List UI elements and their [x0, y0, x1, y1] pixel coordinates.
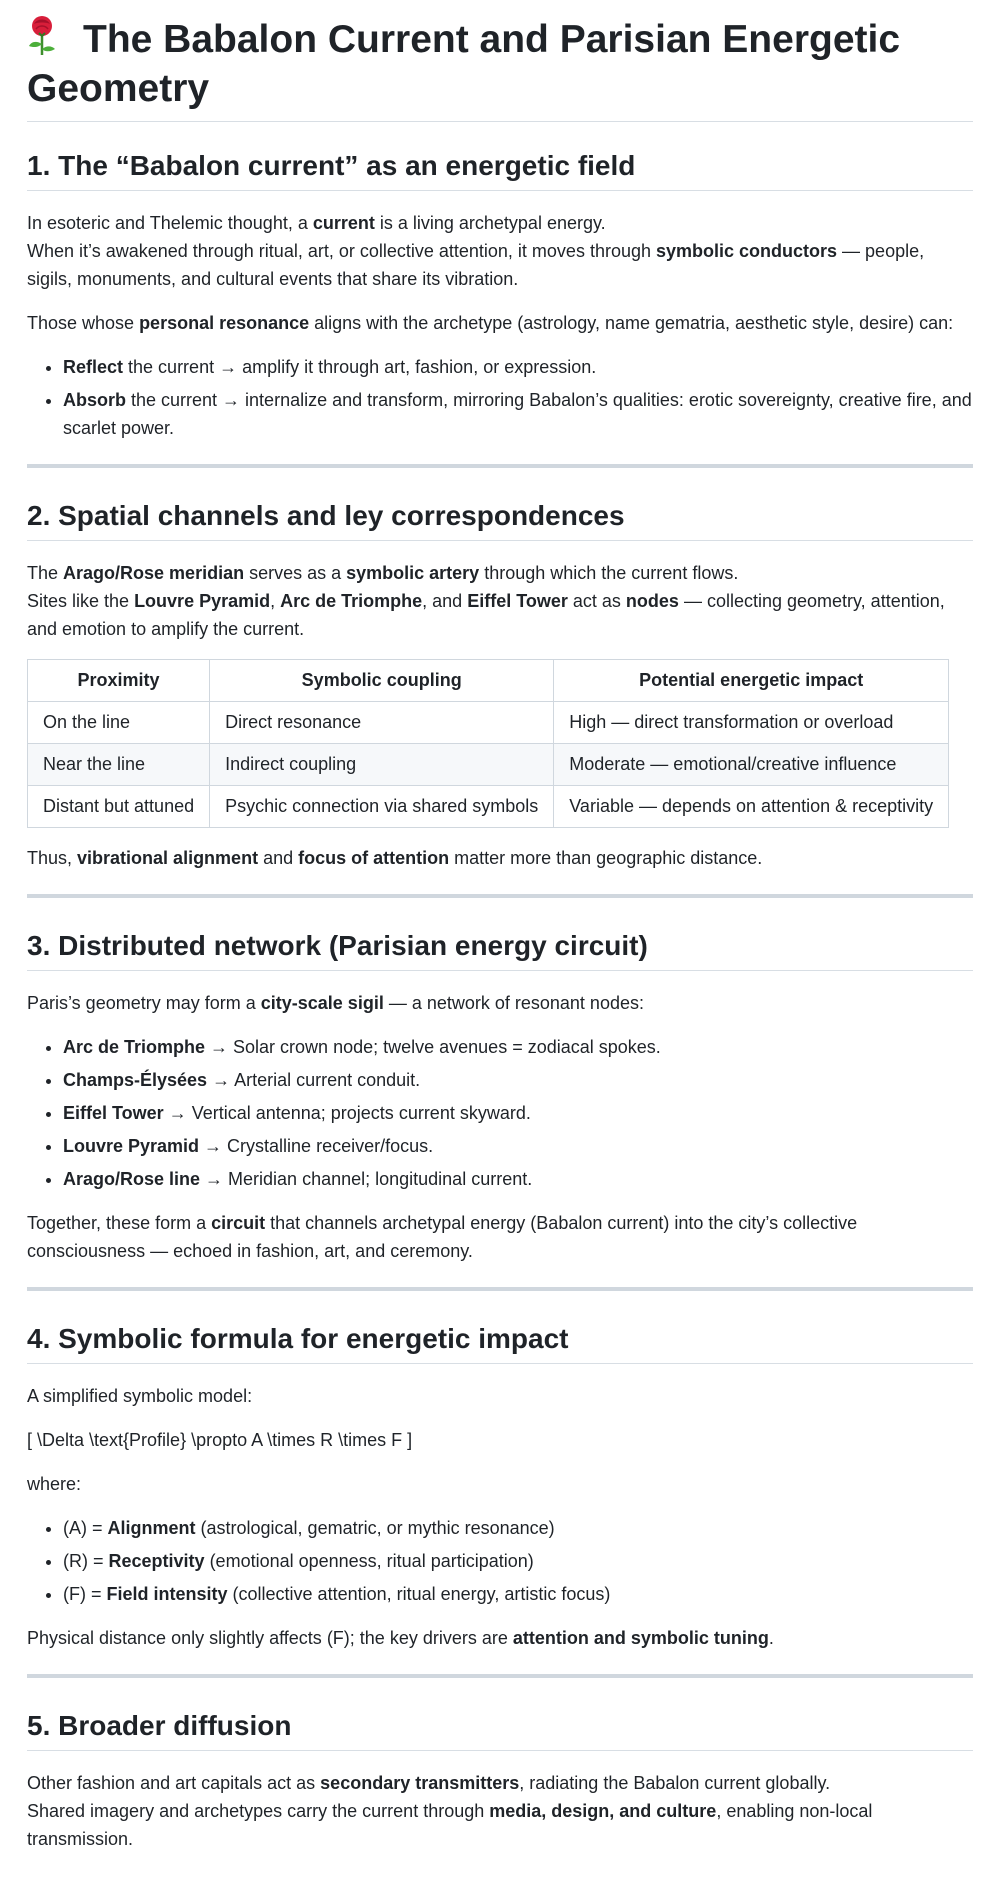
section-4-paragraph-3: Physical distance only slightly affects (F); the key drivers are attention and symbolic tuning. [27, 1628, 774, 1648]
table-row [28, 702, 949, 744]
table-cell: Moderate — emotional/creative influence [554, 744, 949, 786]
section-2-heading: 2. Spatial channels and ley correspondences [27, 498, 973, 541]
page-title [27, 12, 973, 122]
section-4-heading: 4. Symbolic formula for energetic impact [27, 1321, 973, 1364]
table-cell: On the line [28, 702, 210, 744]
section-3-list [27, 1033, 973, 1193]
section-divider [27, 464, 973, 468]
section-1-list [27, 353, 973, 442]
table-header-cell: Symbolic coupling [210, 660, 554, 702]
table-cell: Indirect coupling [210, 744, 554, 786]
section-1-paragraph-1: In esoteric and Thelemic thought, a current is a living archetypal energy. When it’s awakened through ritual, art, or collective attention, it moves through symbolic conductors — people, sigils, monuments, and cultural events that share its vibration. [27, 213, 925, 289]
list-item: • Reflect the current → amplify it through art, fashion, or expression. [63, 353, 973, 381]
table-row [28, 744, 949, 786]
page-title-text: The Babalon Current and Parisian Energetic Geometry [27, 18, 901, 110]
section-3-paragraph-2: Together, these form a circuit that channels archetypal energy (Babalon current) into the city’s collective consciousness — echoed in fashion, art, and ceremony. [27, 1213, 858, 1261]
table-cell: High — direct transformation or overload [554, 702, 949, 744]
section-3-paragraph-1: Paris’s geometry may form a city-scale sigil — a network of resonant nodes: [27, 993, 644, 1013]
section-2-paragraph-2: Thus, vibrational alignment and focus of attention matter more than geographic distance. [27, 848, 763, 868]
proximity-table [27, 659, 949, 828]
list-item: • Arc de Triomphe → Solar crown node; twelve avenues = zodiacal spokes. [63, 1033, 973, 1061]
list-item: • Champs-Élysées → Arterial current conduit. [63, 1066, 973, 1094]
list-item: • Arago/Rose line → Meridian channel; longitudinal current. [63, 1165, 973, 1193]
list-item: • (A) = Alignment (astrological, gematric, or mythic resonance) [63, 1514, 973, 1542]
section-4-list [27, 1514, 973, 1608]
section-4-paragraph-2: where: [27, 1474, 82, 1494]
list-item: • Eiffel Tower → Vertical antenna; projects current skyward. [63, 1099, 973, 1127]
table-cell: Psychic connection via shared symbols [210, 786, 554, 828]
table-header-cell: Proximity [28, 660, 210, 702]
table-header-row [28, 660, 949, 702]
list-item: • Absorb the current → internalize and transform, mirroring Babalon’s qualities: erotic sovereignty, creative fire, and scarlet power. [63, 386, 973, 442]
formula: [ \Delta \text{Profile} \propto A \times R \times F ] [27, 1430, 413, 1450]
section-4-paragraph-1: A simplified symbolic model: [27, 1386, 253, 1406]
section-1-paragraph-2: Those whose personal resonance aligns with the archetype (astrology, name gematria, aesthetic style, desire) can: [27, 313, 954, 333]
table-header-cell: Potential energetic impact [554, 660, 949, 702]
section-divider [27, 1287, 973, 1291]
section-1-heading: 1. The “Babalon current” as an energetic field [27, 148, 973, 191]
table-row [28, 786, 949, 828]
section-2-paragraph-1: The Arago/Rose meridian serves as a symbolic artery through which the current flows. Sites like the Louvre Pyramid, Arc de Triomphe, and Eiffel Tower act as nodes — collecting geometry, attention, and emotion to amplify the current. [27, 563, 945, 639]
list-item: • (F) = Field intensity (collective attention, ritual energy, artistic focus) [63, 1580, 973, 1608]
section-5-paragraph-1: Other fashion and art capitals act as secondary transmitters, radiating the Babalon current globally. Shared imagery and archetypes carry the current through media, design, and culture, enabling non-local transmission. [27, 1773, 873, 1849]
rose-icon [27, 16, 67, 66]
list-item: • (R) = Receptivity (emotional openness, ritual participation) [63, 1547, 973, 1575]
table-cell: Distant but attuned [28, 786, 210, 828]
section-divider [27, 1674, 973, 1678]
list-item: • Louvre Pyramid → Crystalline receiver/focus. [63, 1132, 973, 1160]
section-3-heading: 3. Distributed network (Parisian energy circuit) [27, 928, 973, 971]
section-5-heading: 5. Broader diffusion [27, 1708, 973, 1751]
table-cell: Near the line [28, 744, 210, 786]
table-cell: Variable — depends on attention & receptivity [554, 786, 949, 828]
table-cell: Direct resonance [210, 702, 554, 744]
section-divider [27, 894, 973, 898]
